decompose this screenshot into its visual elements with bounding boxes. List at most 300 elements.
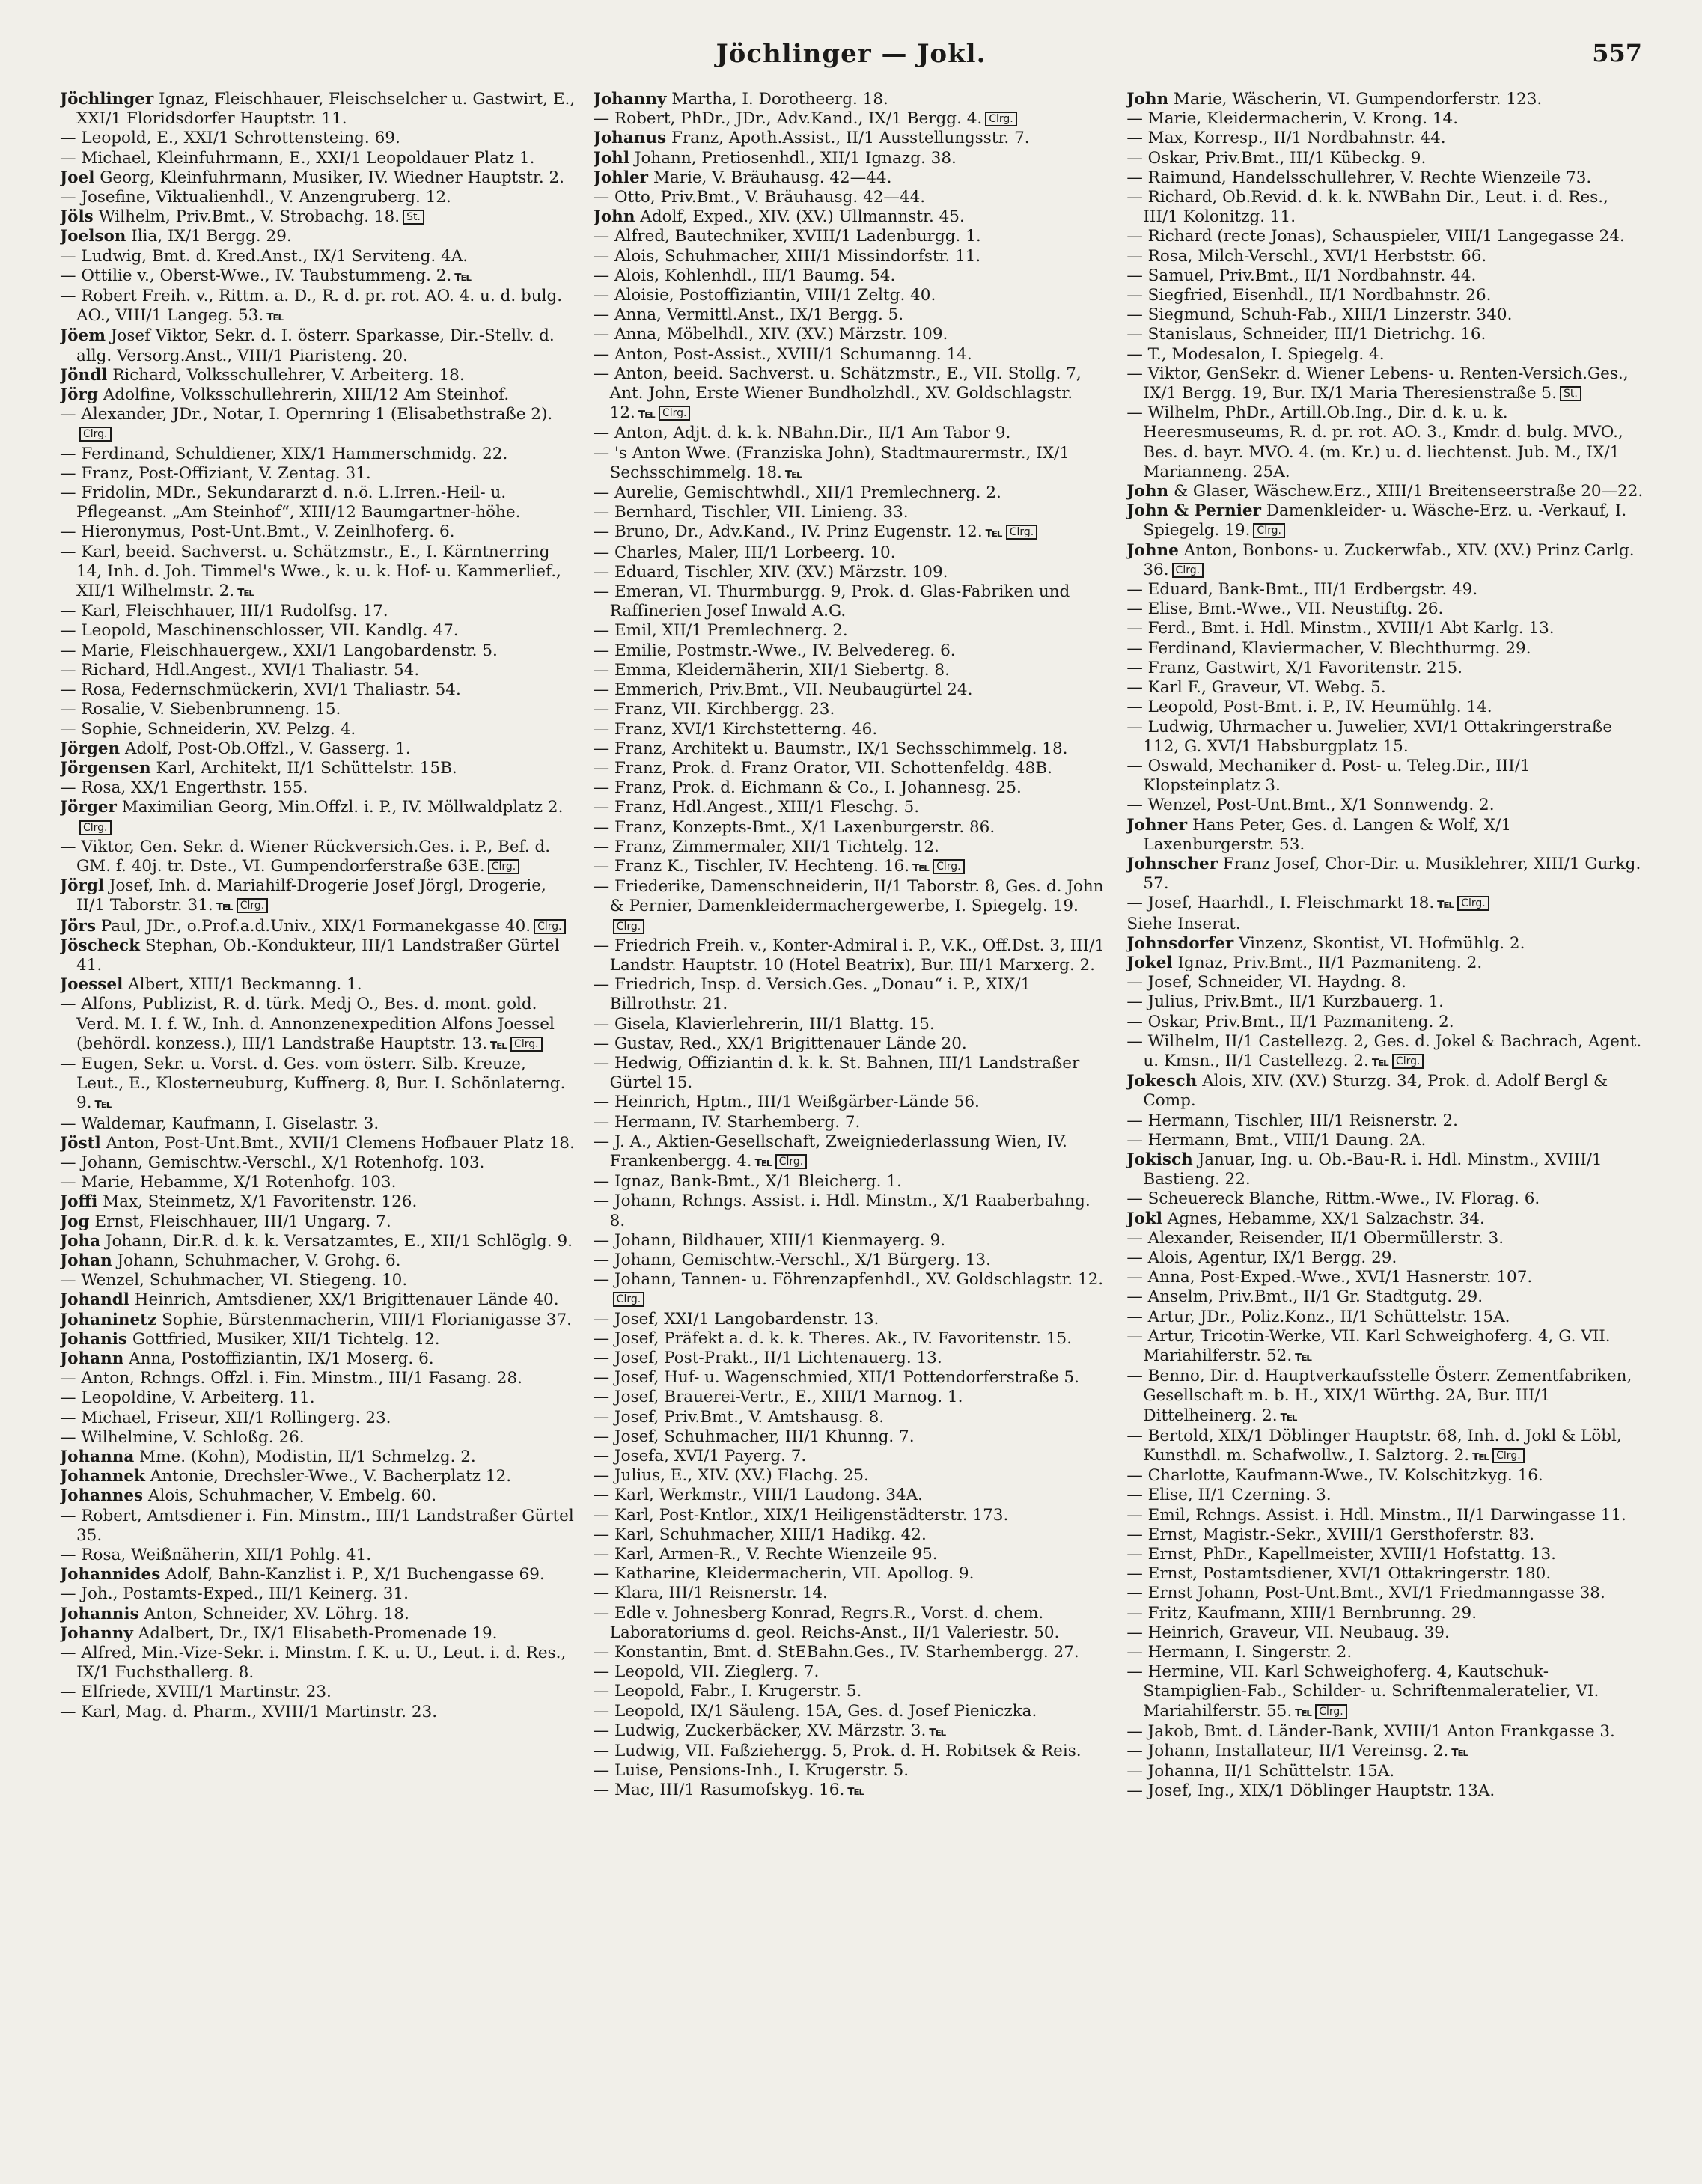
entry-text: Ob.Revid. d. k. k. NWBahn Dir., Leut. i. d. Res., III/1 Kolonitzg. 11. [1143, 188, 1608, 227]
entry-text: Maschinenschlosser, VII. Kandlg. 47. [151, 621, 459, 641]
entry-text: Bmt. d. StEBahn.Ges., IV. Starhembergg. 27. [707, 1643, 1079, 1662]
directory-entry [60, 1584, 577, 1604]
directory-entry [60, 1409, 577, 1428]
directory-entry [60, 641, 577, 661]
directory-entry [60, 1448, 577, 1467]
entry-text: JDr., Poliz.Konz., II/1 Schüttelstr. 15A. [1195, 1307, 1510, 1326]
entry-name: Johan [60, 1251, 112, 1270]
directory-entry [1126, 639, 1644, 659]
entry-name: — Franz, [593, 817, 668, 837]
entry-name: — Johann, [1126, 1742, 1210, 1761]
telephone-icon: ℡ [94, 1096, 112, 1112]
directory-entry [594, 700, 1111, 719]
entry-badge: St. [403, 210, 424, 225]
telephone-icon: ℡ [1371, 1053, 1389, 1070]
entry-text: Graveur, VI. Webg. 5. [1206, 678, 1386, 698]
entry-text: Sekr. u. Vorst. d. Ges. vom österr. Silb. Kreuze, Leut., E., Klosterneuburg, Kuffnerg. 8, Bur. I. Schönlaterng. 9. [76, 1054, 566, 1113]
entry-name: Johanny [60, 1623, 133, 1643]
entry-text: Mag. d. Pharm., XVIII/1 Martinstr. 23. [121, 1702, 438, 1721]
directory-entry [594, 1447, 1111, 1466]
directory-entry [594, 325, 1111, 344]
entry-name: — Karl, [593, 1486, 654, 1505]
entry-name: — Katharine, [593, 1564, 701, 1584]
entry-text: Kaufmann, I. Giselastr. 3. [166, 1114, 379, 1133]
entry-text: Priv.Bmt., V. Bräuhausg. 42—44. [655, 188, 926, 207]
entry-text: II/1 Czerning. 3. [1192, 1486, 1332, 1505]
directory-entry [60, 1467, 577, 1486]
entry-name: — Josef, [593, 1329, 659, 1348]
entry-text: Schuhmacher, XIII/1 Hadikg. 42. [653, 1525, 927, 1544]
telephone-icon: ℡ [266, 308, 284, 325]
entry-name: — Ferdinand, [1126, 638, 1237, 658]
entry-name: Johl [593, 148, 629, 168]
entry-name: — Heinrich, [1126, 1623, 1224, 1642]
entry-text: Schneider, III/1 Dietrichg. 16. [1237, 325, 1486, 344]
directory-entry [60, 1683, 577, 1702]
directory-entry [1126, 1427, 1644, 1466]
directory-entry [594, 188, 1111, 207]
entry-text: Dir. d. Hauptverkaufsstelle Österr. Zementfabriken, Gesellschaft m. b. H., XIX/1 Würthg. 2A, Bur. III/1 Dittelheinerg. 2. [1143, 1367, 1632, 1425]
directory-entry [1126, 718, 1644, 757]
entry-text: Gastwirt, X/1 Favoritenstr. 215. [1200, 658, 1462, 677]
directory-entry [1126, 1584, 1644, 1603]
entry-name: — Julius, [593, 1466, 665, 1486]
directory-entry [594, 563, 1111, 582]
entry-text: Werkmstr., VIII/1 Laudong. 34A. [653, 1486, 923, 1505]
directory-entry [594, 1388, 1111, 1407]
entry-name: — Emma, [593, 660, 672, 680]
entry-text: Vermittl.Anst., IX/1 Bergg. 5. [661, 305, 904, 325]
entry-name: — Franz, [1126, 658, 1201, 677]
entry-name: — Siegmund, [1126, 305, 1236, 325]
directory-entry [60, 1703, 577, 1722]
entry-text: XX/1 Engerthstr. 155. [126, 778, 308, 798]
entry-text: V. Siebenbrunneng. 15. [145, 700, 341, 719]
entry-text: Ignaz, Fleischhauer, Fleischselcher u. Gastwirt, E., XXI/1 Floridsdorfer Hauptstr. 11. [76, 90, 576, 129]
directory-entry [594, 1034, 1111, 1054]
entry-text: Tannen- u. Föhrenzapfenhdl., XV. Goldschlagstr. 12. [676, 1270, 1104, 1290]
directory-entry [594, 1270, 1111, 1309]
entry-name: Johannek [60, 1467, 145, 1486]
entry-name: — Elise, [1126, 600, 1193, 619]
directory-entry [594, 1486, 1111, 1505]
directory-entry [60, 1369, 577, 1388]
entry-name: — Johann, [60, 1153, 144, 1172]
directory-entry [60, 1546, 577, 1565]
entry-name: — Emeran, [593, 582, 684, 602]
entry-name: Jokel [1126, 953, 1173, 972]
entry-badge: Clrg. [613, 919, 645, 934]
entry-name: — Karl F., [1126, 678, 1207, 698]
directory-entry [594, 1368, 1111, 1388]
directory-entry [60, 266, 577, 287]
entry-text: Adolf, Exped., XIV. (XV.) Ullmannstr. 45. [635, 207, 965, 227]
entry-text: Johann, Pretiosenhdl., XII/1 Ignazg. 38. [629, 148, 957, 168]
entry-name: John [1126, 90, 1169, 109]
entry-name: — Robert, [593, 109, 676, 129]
entry-name: — Edle v. Johnesberg [593, 1603, 766, 1623]
directory-entry [594, 818, 1111, 838]
directory-entry [594, 1564, 1111, 1584]
entry-name: — Marie, [1126, 109, 1202, 129]
entry-text: II/1 Schüttelstr. 15A. [1219, 1762, 1395, 1781]
directory-entry [1126, 1131, 1644, 1150]
entry-name: — Charles, [593, 543, 683, 562]
entry-name: — Johanna, [1126, 1762, 1220, 1781]
entry-text: Gemischtwhdl., XII/1 Premlechnerg. 2. [678, 484, 1001, 503]
entry-name: Johnscher [1126, 854, 1218, 873]
directory-entry [594, 109, 1111, 129]
entry-name: Jörger [60, 798, 117, 817]
entry-text: Post-Unt.Bmt., X/1 Sonnwendg. 2. [1211, 796, 1495, 815]
entry-text: Schuldiener, XIX/1 Hammerschmidg. 22. [169, 444, 508, 463]
entry-text: Konzepts-Bmt., X/1 Laxenburgerstr. 86. [667, 817, 995, 837]
entry-text: beeid. Sachverst. u. Schätzmstr., E., I. Kärntnerring 14, Inh. d. Joh. Timmel's Wwe., k. u. k. Hof- u. Kammerlief., XII/1 Wilhelmstr. 2. [76, 542, 561, 601]
directory-entry [594, 1113, 1111, 1132]
directory-entry [60, 1349, 577, 1369]
directory-entry [60, 405, 577, 444]
entry-name: — Alois, [593, 246, 660, 266]
directory-entry [1126, 1367, 1644, 1427]
directory-entry [1126, 1210, 1644, 1229]
entry-text: Schuhmacher, VI. Stiegeng. 10. [144, 1271, 408, 1290]
entry-name: Johne [1126, 540, 1179, 560]
directory-entry [1126, 1525, 1644, 1545]
directory-entry [594, 582, 1111, 621]
entry-name: — Leopold, [593, 1682, 686, 1701]
entry-text: (Franziska John), Stadtmaurermstr., IX/1 Sechsschimmelg. 18. [609, 443, 1070, 482]
entry-name: — Alfred, [60, 1644, 137, 1663]
entry-name: — Max, [1126, 129, 1189, 148]
entry-name: Jöstl [60, 1133, 101, 1153]
entry-name: — Franz, [593, 837, 668, 856]
entry-name: — Rosalie, [60, 700, 146, 719]
entry-text: Karl, Architekt, II/1 Schüttelstr. 15B. [150, 758, 457, 778]
entry-text: Präfekt a. d. k. k. Theres. Ak., IV. Favoritenstr. 15. [659, 1329, 1073, 1348]
directory-entry [1126, 247, 1644, 266]
entry-text: Georg, Kleinfuhrmann, Musiker, IV. Wiedner Hauptstr. 2. [94, 168, 565, 187]
entry-name: — Elise, [1126, 1486, 1193, 1505]
entry-text: Anton, Bonbons- u. Zuckerwfab., XIV. (XV.) Prinz Carlg. 36. [1143, 540, 1635, 579]
directory-entry [60, 385, 577, 405]
entry-name: — Leopold, [60, 129, 152, 148]
directory-entry [1126, 109, 1644, 129]
entry-text: Mme. (Kohn), Modistin, II/1 Schmelzg. 2. [134, 1448, 476, 1467]
directory-entry [594, 444, 1111, 484]
entry-text: Rittm. a. D., R. d. pr. rot. AO. 4. u. d. bulg. AO., VIII/1 Langeg. 53. [76, 287, 563, 326]
directory-entry [1126, 894, 1644, 914]
entry-badge: Clrg. [613, 1292, 645, 1307]
entry-name: — Hedwig, [593, 1053, 683, 1073]
entry-text: E., XIV. (XV.) Flachg. 25. [665, 1466, 869, 1486]
entry-name: — Emil, [593, 621, 657, 641]
directory-entry [594, 1251, 1111, 1270]
entry-text: PhDr., JDr., Adv.Kand., IX/1 Bergg. 4. [675, 109, 983, 129]
entry-name: — Heinrich, [593, 1093, 692, 1112]
entry-name: Jörgl [60, 876, 105, 896]
directory-entry [60, 917, 577, 936]
entry-text: Bmt. i. Hdl. Minstm., XVIII/1 Abt Karlg. 13. [1195, 619, 1555, 638]
directory-entry [60, 445, 577, 464]
directory-entry [1126, 1545, 1644, 1564]
entry-text: Prok. d. Franz Orator, VII. Schottenfeldg. 48B. [667, 758, 1052, 778]
directory-entry [594, 1466, 1111, 1486]
entry-text: XIX/1 Döblinger Hauptstr. 68, Inh. d. Jokl & Löbl, Kunsthdl. m. Schafwollw., I. Salztorg. 2. [1143, 1426, 1622, 1465]
entry-name: — Samuel, [1126, 266, 1214, 285]
directory-entry [1126, 580, 1644, 600]
entry-name: Johannes [60, 1486, 144, 1506]
entry-badge: Clrg. [534, 919, 566, 934]
entry-name: John & Pernier [1126, 501, 1261, 521]
entry-name: Jörs [60, 916, 96, 936]
entry-text: Post-Assist., XVIII/1 Schumanng. 14. [668, 344, 972, 364]
entry-name: — Emilie, [593, 641, 672, 660]
directory-entry [1126, 954, 1644, 973]
entry-name: — Charlotte, [1126, 1466, 1230, 1486]
directory-entry [1126, 403, 1644, 482]
entry-badge: Clrg. [510, 1037, 543, 1052]
entry-text: IV. Starhemberg. 7. [696, 1112, 861, 1132]
directory-entry [60, 602, 577, 621]
entry-text: Viktualienhdl., V. Anzengruberg. 12. [150, 188, 451, 207]
telephone-icon: ℡ [847, 1783, 865, 1799]
entry-badge: Clrg. [1315, 1704, 1347, 1719]
directory-entry [60, 1330, 577, 1349]
entry-badge: Clrg. [659, 406, 691, 421]
directory-entry [60, 1173, 577, 1192]
entry-name: — Rosa, [60, 1546, 126, 1565]
entry-name: — Elfriede, [60, 1683, 152, 1702]
directory-entry [594, 522, 1111, 543]
entry-name: Johannides [60, 1565, 161, 1584]
entry-text: Priv.Bmt., II/1 Kurzbauerg. 1. [1198, 992, 1444, 1012]
entry-name: — Franz, [593, 778, 668, 798]
entry-name: — Josef, [1126, 1781, 1193, 1801]
entry-name: — Luise, [593, 1761, 664, 1781]
entry-name: — Josef, [593, 1349, 659, 1367]
entry-name: — Raimund, [1126, 168, 1227, 187]
entry-text: Schneiderin, XV. Pelzg. 4. [142, 719, 356, 739]
directory-entry [60, 1114, 577, 1134]
entry-text: Kaufmann-Wwe., IV. Kolschitzkyg. 16. [1230, 1466, 1543, 1486]
directory-entry [60, 1605, 577, 1624]
entry-text: Mechaniker d. Post- u. Teleg.Dir., III/1 Klopsteinplatz 3. [1143, 756, 1531, 796]
directory-entry [60, 129, 577, 148]
directory-entry [594, 227, 1111, 246]
entry-text: Stephan, Ob.-Kondukteur, III/1 Landstraßer Gürtel 41. [76, 936, 560, 974]
entry-badge: Clrg. [1492, 1448, 1525, 1463]
entry-name: — Bruno, [593, 522, 670, 542]
directory-entry [60, 247, 577, 266]
entry-name: — Friedrich, [593, 975, 696, 995]
directory-entry [1126, 1111, 1644, 1131]
entry-text: Graveur, VII. Neubaug. 39. [1224, 1623, 1450, 1642]
entry-text: Amtsdiener i. Fin. Minstm., III/1 Landstraßer Gürtel 35. [76, 1506, 574, 1545]
entry-name: — Wenzel, [1126, 796, 1212, 815]
entry-text: Federnschmückerin, XVI/1 Thaliastr. 54. [126, 680, 461, 700]
entry-name: — Fridolin, [60, 484, 151, 503]
entry-text: Publizist, R. d. türk. Medj O., Bes. d. mont. gold. Verd. M. I. f. W., Inh. d. Annonzenexpedition Alfons Joessel (behördl. konzess.), III/1 Landstraße Hauptstr. 13. [76, 995, 555, 1053]
telephone-icon: ℡ [216, 898, 234, 915]
directory-entry [1126, 698, 1644, 717]
entry-name: — Marie, [60, 641, 135, 660]
entry-text: Armen-R., V. Rechte Wienzeile 95. [653, 1545, 938, 1564]
entry-text: Ing., XIX/1 Döblinger Hauptstr. 13A. [1192, 1781, 1495, 1801]
entry-name: — Josef, [593, 1368, 659, 1388]
directory-entry [60, 661, 577, 680]
entry-name: — Leopold, [60, 621, 152, 641]
directory-entry [60, 1507, 577, 1546]
entry-name: — Franz, [593, 739, 668, 758]
entry-name: — Josef, [1126, 973, 1193, 992]
telephone-icon: ℡ [985, 525, 1003, 541]
entry-name: — Josef, [593, 1407, 659, 1427]
entry-text: Anna, Postoffiziantin, IX/1 Moserg. 6. [123, 1349, 434, 1368]
entry-text: Agentur, IX/1 Bergg. 29. [1192, 1248, 1397, 1267]
entry-name: — Hieronymus, [60, 522, 186, 542]
entry-name: — Robert, [60, 1506, 142, 1525]
entry-name: — Scheuereck [1126, 1189, 1244, 1209]
directory-entry [594, 720, 1111, 739]
entry-text: Max, Steinmetz, X/1 Favoritenstr. 126. [97, 1192, 418, 1212]
entry-name: — Bertold, [1126, 1426, 1214, 1445]
directory-entry [594, 1682, 1111, 1701]
entry-name: — Anselm, [1126, 1287, 1213, 1307]
directory-entry [60, 1388, 577, 1408]
entry-name: — Franz, [593, 758, 668, 778]
telephone-icon: ℡ [754, 1153, 772, 1170]
directory-entry [60, 720, 577, 739]
entry-name: Johannis [60, 1604, 139, 1623]
directory-entry [60, 543, 577, 603]
entry-text: Wilhelm, Priv.Bmt., V. Strobachg. 18. [93, 207, 400, 227]
entry-badge: Clrg. [775, 1154, 808, 1169]
entry-name: — Marie, [60, 1173, 135, 1192]
directory-entry [594, 877, 1111, 936]
directory-entry [594, 364, 1111, 424]
entry-name: — Artur, [1126, 1326, 1195, 1346]
entry-name: Jöls [60, 207, 94, 227]
entry-badge: Clrg. [1457, 896, 1489, 911]
entry-text: Post-Exped.-Wwe., XVI/1 Hasnerstr. 107. [1195, 1268, 1533, 1287]
entry-text: Klaviermacher, V. Blechthurmg. 29. [1236, 638, 1531, 658]
entry-name: — Josefine, [60, 188, 151, 207]
entry-name: Johanna [60, 1448, 135, 1467]
directory-entry [594, 739, 1111, 759]
directory-entry [594, 621, 1111, 641]
entry-text: Paul, JDr., o.Prof.a.d.Univ., XIX/1 Formanekgasse 40. [95, 916, 531, 936]
directory-entry [594, 1721, 1111, 1742]
directory-entry [1126, 1013, 1644, 1032]
entry-text: Fleischhauer, III/1 Rudolfsg. 17. [121, 602, 388, 621]
entry-text: Albert, XIII/1 Beckmanng. 1. [123, 975, 362, 995]
entry-name: Johnsdorfer [1126, 933, 1234, 953]
entry-name: — Josef, [593, 1388, 659, 1407]
directory-entry [594, 1310, 1111, 1329]
entry-text: VII. Karl Schweighoferg. 4, Kautschuk-Stampiglien-Fab., Schilder- u. Schriftenmaleratelier, VI. Mariahilferstr. 55. [1143, 1662, 1599, 1721]
entry-text: beeid. Sachverst. u. Schätzmstr., E., VII. Stollg. 7, Ant. John, Erste Wiener Bundholzhdl., XV. Goldschlagstr. 12. [609, 364, 1082, 423]
entry-name: — J. A., [593, 1132, 652, 1151]
entry-text: Adolf, Post-Ob.Offzl., V. Gasserg. 1. [120, 739, 411, 758]
column-2 [594, 90, 1111, 2156]
entry-text: XVIII/1 Martinstr. 23. [151, 1683, 332, 1702]
entry-text: Brauerei-Vertr., E., XIII/1 Marnog. 1. [659, 1388, 963, 1407]
page-header [60, 39, 1642, 82]
entry-text: Adolf, Bahn-Kanzlist i. P., X/1 Buchengasse 69. [160, 1565, 545, 1584]
entry-text: Haarhdl., I. Fleischmarkt 18. [1192, 894, 1435, 913]
entry-text: Schuhmacher, III/1 Khunng. 7. [659, 1427, 915, 1446]
entry-text: Maximilian Georg, Min.Offzl. i. P., IV. Möllwaldplatz 2. [116, 798, 564, 817]
entry-text: XVI/1 Payerg. 7. [668, 1447, 807, 1466]
entry-name: — Karl, [593, 1545, 654, 1564]
entry-name: Jokl [1126, 1209, 1162, 1228]
directory-entry [60, 1251, 577, 1271]
directory-entry [60, 1486, 577, 1506]
entry-text: GenSekr. d. Wiener Lebens- u. Renten-Versich.Ges., IX/1 Bergg. 19, Bur. IX/1 Maria Theresienstraße 5. [1143, 364, 1629, 403]
entry-text: VII. Zieglerg. 7. [685, 1662, 820, 1682]
directory-entry [1126, 659, 1644, 678]
entry-badge: Clrg. [1392, 1054, 1424, 1069]
directory-entry [594, 247, 1111, 266]
entry-name: — Ferdinand, [60, 444, 170, 463]
entry-name: — Johann, [593, 1250, 677, 1269]
entry-text: Tricotin-Werke, VII. Karl Schweighoferg. 4, G. VII. Mariahilferstr. 52. [1143, 1326, 1611, 1365]
entry-name: Joel [60, 168, 95, 187]
entry-name: Jöem [60, 326, 106, 346]
entry-name: — Anton, [593, 424, 668, 443]
entry-text: Sophie, Bürstenmacherin, VIII/1 Florianigasse 37. [156, 1310, 572, 1329]
directory-entry [60, 1192, 577, 1212]
entry-text: Schneider, VI. Haydng. 8. [1192, 973, 1406, 992]
entry-name: — Alfred, [593, 227, 670, 246]
entry-name: — Ludwig, [60, 246, 147, 266]
entry-text: (recte Jonas), Schauspieler, VIII/1 Langegasse 24. [1212, 227, 1625, 246]
column-3 [1126, 90, 1644, 2156]
entry-name: — Franz, [593, 719, 668, 739]
entry-name: — Benno, [1126, 1367, 1205, 1386]
entry-text: III/1 Rasumofskyg. 16. [654, 1781, 845, 1800]
entry-text: Adalbert, Dr., IX/1 Elisabeth-Promenade 19. [132, 1623, 498, 1643]
entry-name: — Alfons, [60, 995, 138, 1014]
entry-text: VII. Kirchbergg. 23. [667, 700, 835, 719]
directory-entry [1126, 1466, 1644, 1486]
directory-entry [1126, 619, 1644, 638]
entry-text: PhDr., Artill.Ob.Ing., Dir. d. k. u. k. Heeresmuseums, R. d. pr. rot. AO. 3., Kmdr. d. bulg. MVO., Bes. d. bayr. MVO. 4. (m. Kr.) u. d. liechtenst. Jub. M., IX/1 Marianneng. 25A. [1143, 403, 1623, 481]
directory-entry [1126, 1662, 1644, 1722]
directory-entry [1126, 1762, 1644, 1781]
entry-name: — Ernst Johann, [1126, 1584, 1260, 1603]
entry-text: Tischler, IV. Hechteng. 16. [689, 856, 910, 876]
entry-badge: Clrg. [1006, 525, 1038, 540]
entry-text: Priv.Bmt., V. Amtshausg. 8. [659, 1407, 885, 1427]
entry-text: Siehe Inserat. [1126, 914, 1241, 933]
entry-name: — Alois, [593, 266, 660, 285]
directory-entry [60, 680, 577, 700]
entry-name: John [1126, 482, 1169, 501]
entry-text: Fabr., I. Krugerstr. 5. [685, 1682, 862, 1701]
directory-entry [1126, 1072, 1644, 1111]
directory-entry [60, 366, 577, 385]
entry-name: — Rosa, [1126, 246, 1193, 266]
entry-text: Insp. d. Versich.Ges. „Donau“ i. P., XIX/1 Billrothstr. 21. [609, 975, 1031, 1014]
entry-name: — Leopoldine, [60, 1388, 177, 1408]
entry-name: — Wilhelm, [1126, 403, 1220, 423]
directory-entry [594, 1192, 1111, 1230]
entry-text: Franz Josef, Chor-Dir. u. Musiklehrer, XIII/1 Gurkg. 57. [1143, 854, 1641, 894]
entry-text: V. Arbeiterg. 11. [176, 1388, 315, 1408]
entry-name: — Emmerich, [593, 680, 704, 700]
directory-entry [1126, 345, 1644, 364]
